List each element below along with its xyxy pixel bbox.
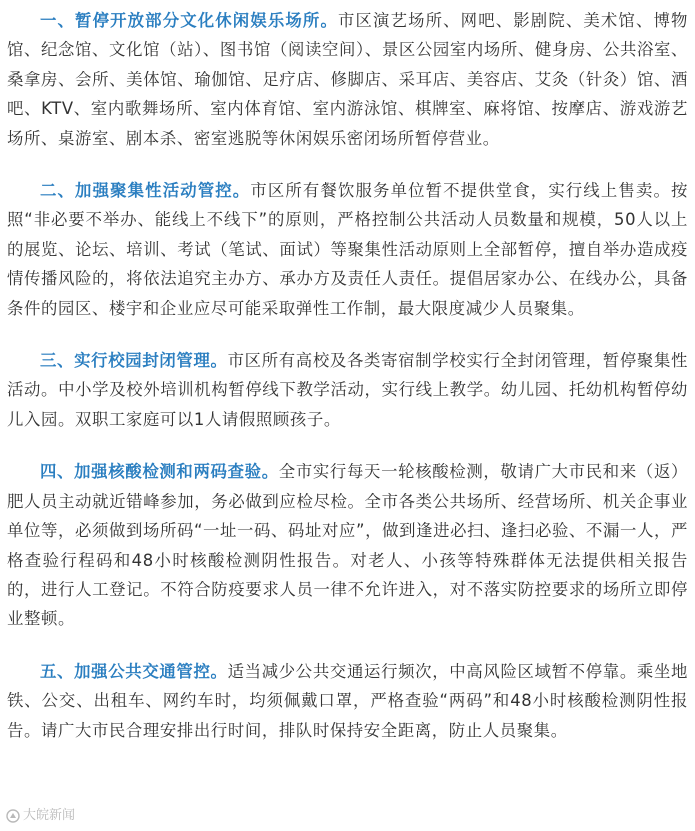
source-logo-icon [6, 809, 20, 823]
section-5-heading: 五、加强公共交通管控。 [40, 661, 228, 681]
section-4 [7, 457, 688, 633]
section-1-text: 市区演艺场所、网吧、影剧院、美术馆、博物馆、纪念馆、文化馆（站）、图书馆（阅读空间）、景区公园室内场所、健身房、公共浴室、桑拿房、会所、美体馆、瑜伽馆、足疗店、修脚店、采耳店、美容店、艾灸（针灸）馆、酒吧、KTV、室内歌舞场所、室内体育馆、室内游泳馆、棋牌室、麻将馆、按摩店、游戏游艺场所、桌游室、剧本杀、密室逃脱等休闲娱乐密闭场所暂停营业。 [7, 11, 689, 148]
section-2 [7, 176, 688, 323]
section-5 [7, 657, 688, 745]
section-5-text: 适当减少公共交通运行频次，中高风险区域暂不停靠。乘坐地铁、公交、出租车、网约车时，均须佩戴口罩，严格查验“两码”和48小时核酸检测阴性报告。请广大市民合理安排出行时间，排队时保持安全距离，防止人员聚集。 [7, 661, 688, 740]
section-2-heading: 二、加强聚集性活动管控。 [40, 181, 251, 201]
section-1 [7, 6, 688, 153]
section-3-heading: 三、实行校园封闭管理。 [40, 351, 228, 371]
section-2-text: 市区所有餐饮服务单位暂不提供堂食，实行线上售卖。按照“非必要不举办、能线上不线下”的原则，严格控制公共活动人员数量和规模，50人以上的展览、论坛、培训、考试（笔试、面试）等聚集性活动原则上全部暂停，擅自举办造成疫情传播风险的，将依法追究主办方、承办方及责任人责任。提倡居家办公、在线办公，具备条件的园区、楼宇和企业应尽可能采取弹性工作制，最大限度减少人员聚集。 [7, 181, 689, 318]
section-4-text: 全市实行每天一轮核酸检测，敬请广大市民和来（返）肥人员主动就近错峰参加，务必做到应检尽检。全市各类公共场所、经营场所、机关企事业单位等，必须做到场所码“一址一码、码址对应”，做到逢进必扫、逢扫必验、不漏一人，严格查验行程码和48小时核酸检测阴性报告。对老人、小孩等特殊群体无法提供相关报告的，进行人工登记。不符合防疫要求人员一律不允许进入，对不落实防控要求的场所立即停业整顿。 [7, 462, 688, 629]
section-3-text: 市区所有高校及各类寄宿制学校实行全封闭管理，暂停聚集性活动。中小学及校外培训机构暂停线下教学活动，实行线上教学。幼儿园、托幼机构暂停幼儿入园。双职工家庭可以1人请假照顾孩子。 [7, 351, 688, 429]
watermark-text: 大皖新闻 [23, 808, 76, 823]
section-3 [7, 346, 688, 434]
article-body [7, 6, 688, 768]
source-watermark [6, 808, 75, 824]
section-4-heading: 四、加强核酸检测和两码查验。 [40, 462, 279, 482]
section-1-heading: 一、暂停开放部分文化休闲娱乐场所。 [40, 11, 338, 30]
